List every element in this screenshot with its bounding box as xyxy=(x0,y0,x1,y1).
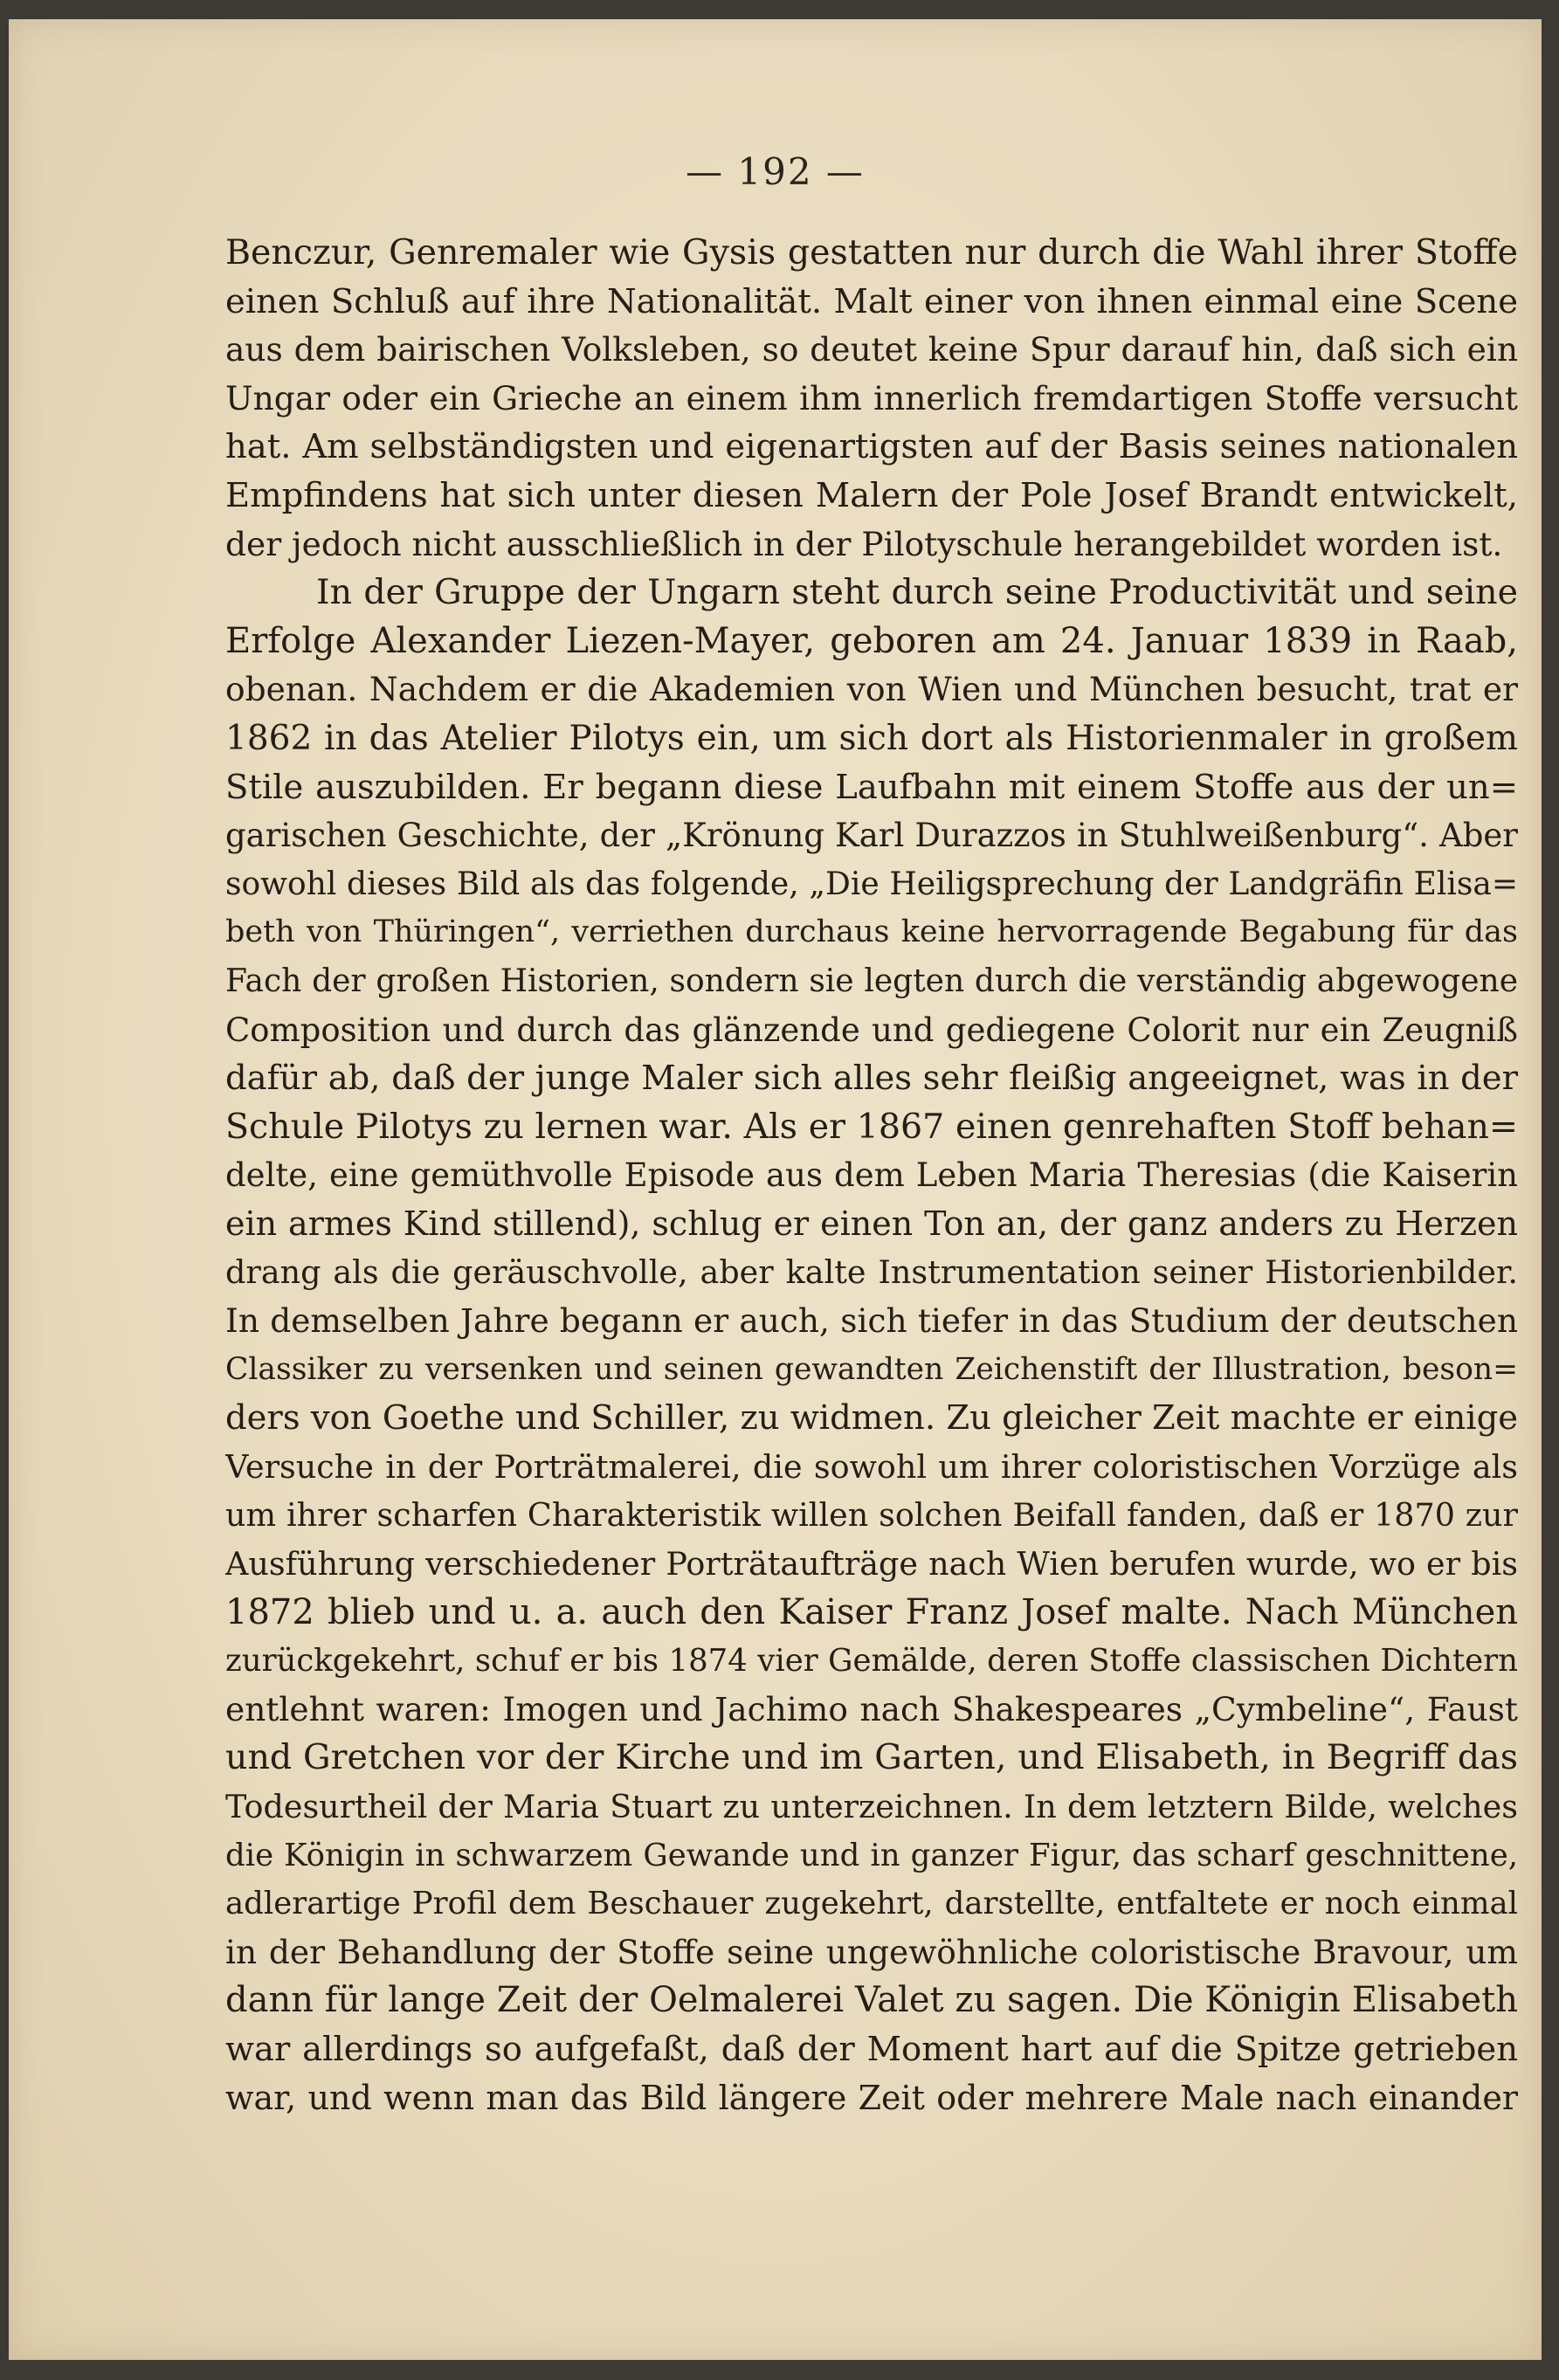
text-line: die Königin in schwarzem Gewande und in ganzer Figur, das scharf geschnittene, xyxy=(225,1837,1518,1873)
book-page xyxy=(9,19,1542,2360)
text-line: Todesurtheil der Maria Stuart zu unterzeichnen. In dem letztern Bilde, welches xyxy=(225,1788,1518,1825)
text-line: sowohl dieses Bild als das folgende, „Die Heiligsprechung der Landgräfin Elisa= xyxy=(225,866,1518,902)
text-line: ders von Goethe und Schiller, zu widmen. Zu gleicher Zeit machte er einige xyxy=(225,1398,1518,1438)
body-text xyxy=(225,229,1518,2122)
text-line: obenan. Nachdem er die Akademien von Wien und München besucht, trat er xyxy=(225,670,1518,709)
text-line: drang als die geräuschvolle, aber kalte Instrumentation seiner Historienbilder. xyxy=(225,1253,1518,1292)
text-line: delte, eine gemüthvolle Episode aus dem Leben Maria Theresias (die Kaiserin xyxy=(225,1156,1518,1195)
text-line: und Gretchen vor der Kirche und im Garten, und Elisabeth, in Begriff das xyxy=(225,1737,1518,1778)
text-line: garischen Geschichte, der „Krönung Karl Durazzos in Stuhlweißenburg“. Aber xyxy=(225,817,1518,855)
text-line: der jedoch nicht ausschließlich in der Pilotyschule herangebildet worden ist. xyxy=(225,524,1503,563)
text-line: Erfolge Alexander Liezen-Mayer, geboren am 24. Januar 1839 in Raab, xyxy=(225,620,1518,661)
text-line: dafür ab, daß der junge Maler sich alles sehr fleißig angeeignet, was in der xyxy=(225,1059,1518,1099)
text-line: beth von Thüringen“, verriethen durchaus keine hervorragende Begabung für das xyxy=(225,914,1518,950)
text-line: Versuche in der Porträtmalerei, die sowohl um ihrer coloristischen Vorzüge als xyxy=(225,1447,1518,1486)
text-line: Ungar oder ein Grieche an einem ihm innerlich fremdartigen Stoffe versucht xyxy=(225,378,1518,417)
text-line: ein armes Kind stillend), schlug er einen Ton an, der ganz anders zu Herzen xyxy=(225,1204,1518,1243)
text-line: Stile auszubilden. Er begann diese Laufbahn mit einem Stoffe aus der un= xyxy=(225,767,1518,807)
text-line: in der Behandlung der Stoffe seine ungewöhnliche coloristische Bravour, um xyxy=(225,1932,1518,1971)
text-line: zurückgekehrt, schuf er bis 1874 vier Gemälde, deren Stoffe classischen Dichtern xyxy=(225,1643,1518,1680)
text-line: um ihrer scharfen Charakteristik willen solchen Beifall fanden, daß er 1870 zur xyxy=(225,1496,1518,1535)
text-line: Benczur, Genremaler wie Gysis gestatten nur durch die Wahl ihrer Stoffe xyxy=(225,232,1518,272)
text-line: Ausführung verschiedener Porträtaufträge nach Wien berufen wurde, wo er bis xyxy=(225,1545,1518,1583)
text-line: Schule Pilotys zu lernen war. Als er 1867 einen genrehaften Stoff behan= xyxy=(225,1106,1518,1147)
text-line: adlerartige Profil dem Beschauer zugekehrt, darstellte, entfaltete er noch einmal xyxy=(225,1886,1518,1922)
text-line: entlehnt waren: Imogen und Jachimo nach Shakespeares „Cymbeline“, Faust xyxy=(225,1689,1518,1728)
page-number: — 192 — xyxy=(686,150,865,193)
text-line: Classiker zu versenken und seinen gewandten Zeichenstift der Illustration, beson= xyxy=(225,1351,1518,1387)
text-line: hat. Am selbständigsten und eigenartigsten auf der Basis seines nationalen xyxy=(225,427,1518,467)
text-line: Composition und durch das glänzende und gediegene Colorit nur ein Zeugniß xyxy=(225,1011,1518,1049)
text-line: Empfindens hat sich unter diesen Malern der Pole Josef Brandt entwickelt, xyxy=(225,475,1518,515)
text-line: dann für lange Zeit der Oelmalerei Valet zu sagen. Die Königin Elisabeth xyxy=(225,1980,1518,2021)
text-line: In der Gruppe der Ungarn steht durch seine Productivität und seine xyxy=(316,572,1518,613)
text-line: Fach der großen Historien, sondern sie legten durch die verständig abgewogene xyxy=(225,962,1518,999)
text-line: 1872 blieb und u. a. auch den Kaiser Franz Josef malte. Nach München xyxy=(225,1591,1518,1632)
text-line: aus dem bairischen Volksleben, so deutet keine Spur darauf hin, daß sich ein xyxy=(225,330,1518,369)
text-line: In demselben Jahre begann er auch, sich tiefer in das Studium der deutschen xyxy=(225,1301,1518,1341)
text-line: war allerdings so aufgefaßt, daß der Moment hart auf die Spitze getrieben xyxy=(225,2029,1518,2069)
text-line: 1862 in das Atelier Pilotys ein, um sich dort als Historienmaler in großem xyxy=(225,718,1518,758)
text-line: war, und wenn man das Bild längere Zeit oder mehrere Male nach einander xyxy=(225,2078,1518,2117)
text-line: einen Schluß auf ihre Nationalität. Malt einer von ihnen einmal eine Scene xyxy=(225,281,1518,321)
